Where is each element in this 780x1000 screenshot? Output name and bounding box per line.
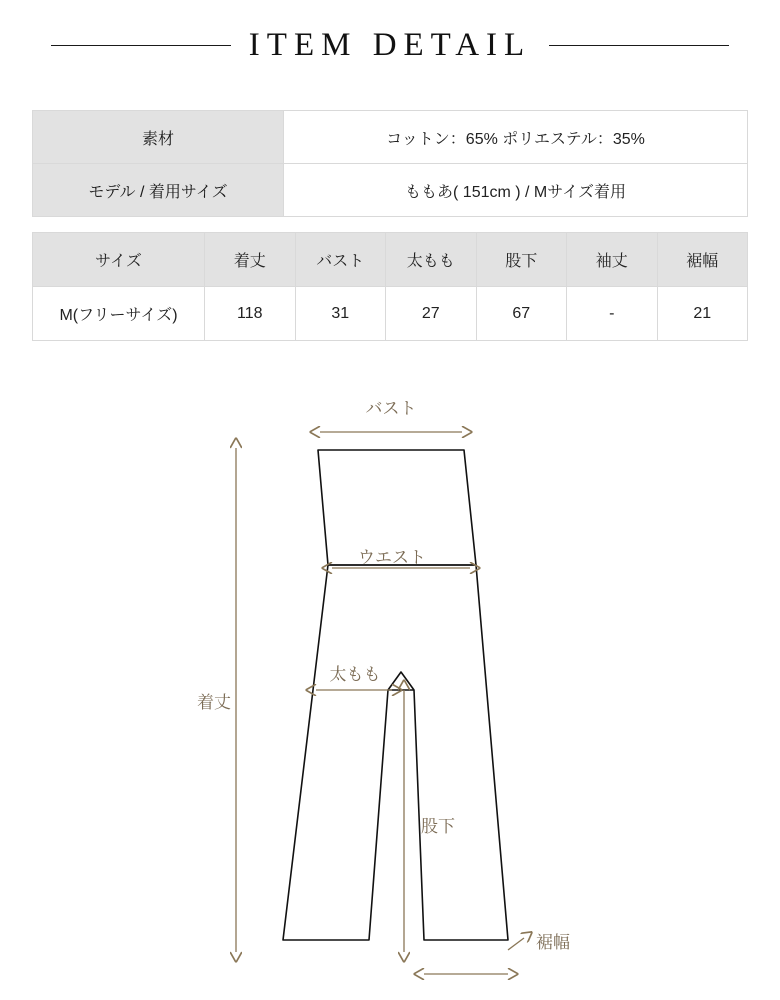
garment-outline (283, 450, 508, 940)
hem-col-header: 裾幅 (657, 233, 748, 287)
length-dimension-label: 着丈 (197, 693, 231, 712)
size-col-header: サイズ (33, 233, 205, 287)
size-cell: M(フリーサイズ) (33, 287, 205, 341)
table-row (33, 111, 748, 164)
hem-dimension (424, 933, 570, 974)
header-rule-right (549, 45, 729, 46)
material-label: 素材 (33, 111, 284, 164)
inseam-dimension (404, 690, 455, 952)
size-chart-table (32, 232, 748, 341)
material-value: コットン：65% ポリエステル：35% (284, 111, 748, 164)
inseam-dimension-label: 股下 (421, 817, 455, 836)
hem-cell: 21 (657, 287, 748, 341)
page-title: ITEM DETAIL (248, 26, 532, 63)
header-rule-left (51, 45, 231, 46)
table-row (33, 164, 748, 217)
model-label: モデル / 着用サイズ (33, 164, 284, 217)
inseam-cell: 67 (476, 287, 567, 341)
bust-col-header: バスト (295, 233, 386, 287)
thigh-dimension-label: 太もも (329, 665, 381, 684)
hem-dimension-label: 裾幅 (536, 933, 570, 952)
garment-measurement-diagram (0, 360, 780, 1000)
length-dimension (197, 448, 236, 952)
sleeve-col-header: 袖丈 (567, 233, 658, 287)
thigh-col-header: 太もも (386, 233, 477, 287)
table-row (33, 287, 748, 341)
bust-dimension (320, 399, 462, 432)
inseam-col-header: 股下 (476, 233, 567, 287)
table-header-row (33, 233, 748, 287)
sleeve-cell: - (567, 287, 658, 341)
thigh-dimension (316, 665, 392, 690)
length-cell: 118 (205, 287, 296, 341)
model-value: ももあ( 151cm ) / Mサイズ着用 (284, 164, 748, 217)
bust-cell: 31 (295, 287, 386, 341)
thigh-cell: 27 (386, 287, 477, 341)
page-header (0, 22, 780, 68)
waist-dimension-label: ウエスト (358, 548, 426, 567)
material-info-table (32, 110, 748, 217)
length-col-header: 着丈 (205, 233, 296, 287)
bust-dimension-label: バスト (365, 399, 417, 418)
